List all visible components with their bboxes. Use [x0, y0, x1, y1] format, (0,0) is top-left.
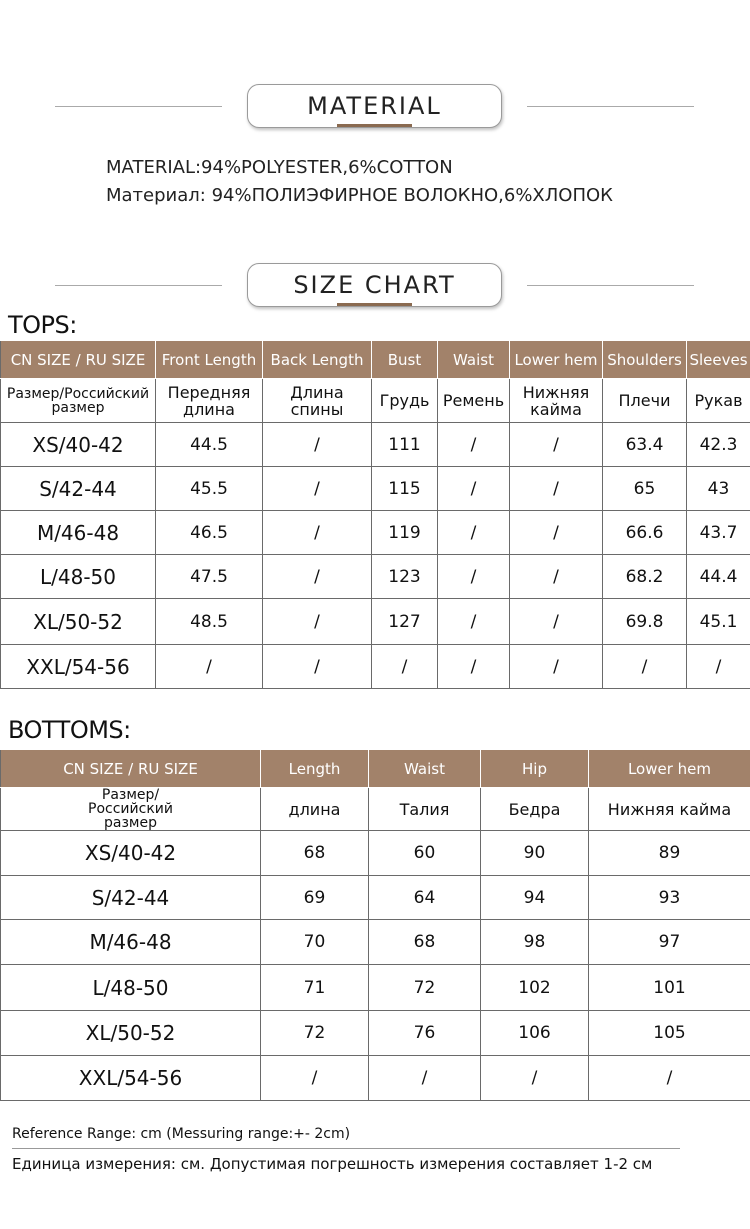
value-cell: 76 — [369, 1011, 481, 1056]
size-cell: XS/40-42 — [1, 831, 261, 876]
tops-header-cell: Bust — [372, 341, 438, 379]
tops-header-ru-cell: Плечи — [603, 379, 687, 423]
value-cell: 69.8 — [603, 599, 687, 645]
value-cell: 93 — [589, 876, 750, 920]
value-cell: / — [589, 1056, 750, 1101]
value-cell: 72 — [369, 965, 481, 1011]
bottoms-header-cell: Waist — [369, 750, 481, 788]
value-cell: / — [510, 423, 603, 467]
value-cell: / — [261, 1056, 369, 1101]
size-cell: M/46-48 — [1, 511, 156, 555]
value-cell: / — [263, 423, 372, 467]
value-cell: / — [263, 599, 372, 645]
tops-header-cell: Lower hem — [510, 341, 603, 379]
table-row — [1, 467, 750, 511]
size-cell: XXL/54-56 — [1, 645, 156, 689]
bottoms-header-ru-cell: Нижняя кайма — [589, 788, 750, 831]
tops-header-ru-cell: Нижняя кайма — [510, 379, 603, 423]
reference-range-note-ru: Единица измерения: см. Допустимая погрешность измерения составляет 1-2 см — [12, 1155, 653, 1173]
tops-header-ru-cell: Ремень — [438, 379, 510, 423]
value-cell: / — [369, 1056, 481, 1101]
value-cell: / — [438, 645, 510, 689]
material-composition-en: MATERIAL:94%POLYESTER,6%COTTON — [106, 157, 453, 178]
divider-line — [55, 106, 222, 107]
bottoms-header-ru-cell: Размер/Российский размер — [1, 788, 261, 831]
value-cell: 98 — [481, 920, 589, 965]
tops-header-ru-cell: Рукав — [687, 379, 750, 423]
value-cell: 68.2 — [603, 555, 687, 599]
size-cell: S/42-44 — [1, 876, 261, 920]
material-header — [0, 84, 750, 130]
value-cell: / — [263, 467, 372, 511]
value-cell: 44.4 — [687, 555, 750, 599]
table-row — [1, 876, 750, 920]
header-underline — [337, 303, 412, 306]
value-cell: 43.7 — [687, 511, 750, 555]
size-cell: XL/50-52 — [1, 599, 156, 645]
value-cell: / — [438, 467, 510, 511]
tops-header-cell: Waist — [438, 341, 510, 379]
value-cell: 68 — [261, 831, 369, 876]
bottoms-header-ru-cell: Талия — [369, 788, 481, 831]
value-cell: 119 — [372, 511, 438, 555]
value-cell: 89 — [589, 831, 750, 876]
value-cell: 102 — [481, 965, 589, 1011]
table-row — [1, 920, 750, 965]
material-header-label: MATERIAL — [247, 84, 502, 128]
table-row — [1, 965, 750, 1011]
value-cell: / — [372, 645, 438, 689]
value-cell: / — [510, 467, 603, 511]
value-cell: 115 — [372, 467, 438, 511]
tops-header-cell: CN SIZE / RU SIZE — [1, 341, 156, 379]
divider-line — [527, 285, 694, 286]
value-cell: / — [438, 511, 510, 555]
value-cell: / — [510, 599, 603, 645]
tops-header-row — [1, 341, 750, 379]
size-cell: M/46-48 — [1, 920, 261, 965]
bottoms-header-cell: Length — [261, 750, 369, 788]
tops-header-cell: Shoulders — [603, 341, 687, 379]
value-cell: 47.5 — [156, 555, 263, 599]
value-cell: / — [438, 555, 510, 599]
value-cell: / — [438, 423, 510, 467]
value-cell: 123 — [372, 555, 438, 599]
value-cell: 43 — [687, 467, 750, 511]
material-composition-ru: Материал: 94%ПОЛИЭФИРНОЕ ВОЛОКНО,6%ХЛОПОК — [106, 185, 613, 206]
bottoms-header-row — [1, 750, 750, 788]
table-row — [1, 831, 750, 876]
value-cell: 44.5 — [156, 423, 263, 467]
tops-header-ru-row — [1, 379, 750, 423]
table-row — [1, 423, 750, 467]
value-cell: 48.5 — [156, 599, 263, 645]
value-cell: 90 — [481, 831, 589, 876]
value-cell: 45.5 — [156, 467, 263, 511]
value-cell: 72 — [261, 1011, 369, 1056]
table-row — [1, 1011, 750, 1056]
size-chart-header-label: SIZE CHART — [247, 263, 502, 307]
value-cell: 45.1 — [687, 599, 750, 645]
value-cell: 69 — [261, 876, 369, 920]
reference-range-note: Reference Range: cm (Messuring range:+- 2cm) — [12, 1126, 351, 1142]
value-cell: 70 — [261, 920, 369, 965]
value-cell: / — [603, 645, 687, 689]
value-cell: / — [263, 645, 372, 689]
value-cell: 60 — [369, 831, 481, 876]
bottoms-size-table — [0, 749, 750, 1101]
size-chart-header — [0, 263, 750, 309]
value-cell: 68 — [369, 920, 481, 965]
header-underline — [337, 124, 412, 127]
tops-header-cell: Sleeves — [687, 341, 750, 379]
value-cell: 127 — [372, 599, 438, 645]
size-cell: S/42-44 — [1, 467, 156, 511]
size-cell: XL/50-52 — [1, 1011, 261, 1056]
table-row — [1, 555, 750, 599]
bottoms-header-cell: Hip — [481, 750, 589, 788]
value-cell: 97 — [589, 920, 750, 965]
tops-header-ru-cell: Передняя длина — [156, 379, 263, 423]
tops-header-ru-cell: Грудь — [372, 379, 438, 423]
size-cell: L/48-50 — [1, 965, 261, 1011]
value-cell: 42.3 — [687, 423, 750, 467]
value-cell: 64 — [369, 876, 481, 920]
table-row — [1, 599, 750, 645]
value-cell: 94 — [481, 876, 589, 920]
bottoms-header-cell: Lower hem — [589, 750, 750, 788]
value-cell: 66.6 — [603, 511, 687, 555]
value-cell: 106 — [481, 1011, 589, 1056]
table-row — [1, 511, 750, 555]
note-divider — [12, 1148, 680, 1149]
table-row — [1, 1056, 750, 1101]
size-cell: L/48-50 — [1, 555, 156, 599]
value-cell: / — [510, 555, 603, 599]
value-cell: 111 — [372, 423, 438, 467]
value-cell: / — [263, 555, 372, 599]
table-row — [1, 645, 750, 689]
value-cell: / — [263, 511, 372, 555]
value-cell: 63.4 — [603, 423, 687, 467]
size-cell: XS/40-42 — [1, 423, 156, 467]
bottoms-header-ru-cell: длина — [261, 788, 369, 831]
value-cell: / — [687, 645, 750, 689]
value-cell: / — [481, 1056, 589, 1101]
value-cell: 65 — [603, 467, 687, 511]
tops-header-ru-cell: Размер/Российский размер — [1, 379, 156, 423]
divider-line — [527, 106, 694, 107]
tops-header-ru-cell: Длина спины — [263, 379, 372, 423]
bottoms-title: BOTTOMS: — [8, 716, 131, 744]
tops-title: TOPS: — [8, 311, 77, 339]
bottoms-header-ru-cell: Бедра — [481, 788, 589, 831]
value-cell: 71 — [261, 965, 369, 1011]
value-cell: / — [510, 511, 603, 555]
value-cell: / — [510, 645, 603, 689]
divider-line — [55, 285, 222, 286]
tops-size-table — [0, 340, 750, 689]
bottoms-header-ru-row — [1, 788, 750, 831]
value-cell: 46.5 — [156, 511, 263, 555]
value-cell: 105 — [589, 1011, 750, 1056]
bottoms-header-cell: CN SIZE / RU SIZE — [1, 750, 261, 788]
size-cell: XXL/54-56 — [1, 1056, 261, 1101]
tops-header-cell: Front Length — [156, 341, 263, 379]
tops-header-cell: Back Length — [263, 341, 372, 379]
value-cell: / — [438, 599, 510, 645]
value-cell: 101 — [589, 965, 750, 1011]
value-cell: / — [156, 645, 263, 689]
